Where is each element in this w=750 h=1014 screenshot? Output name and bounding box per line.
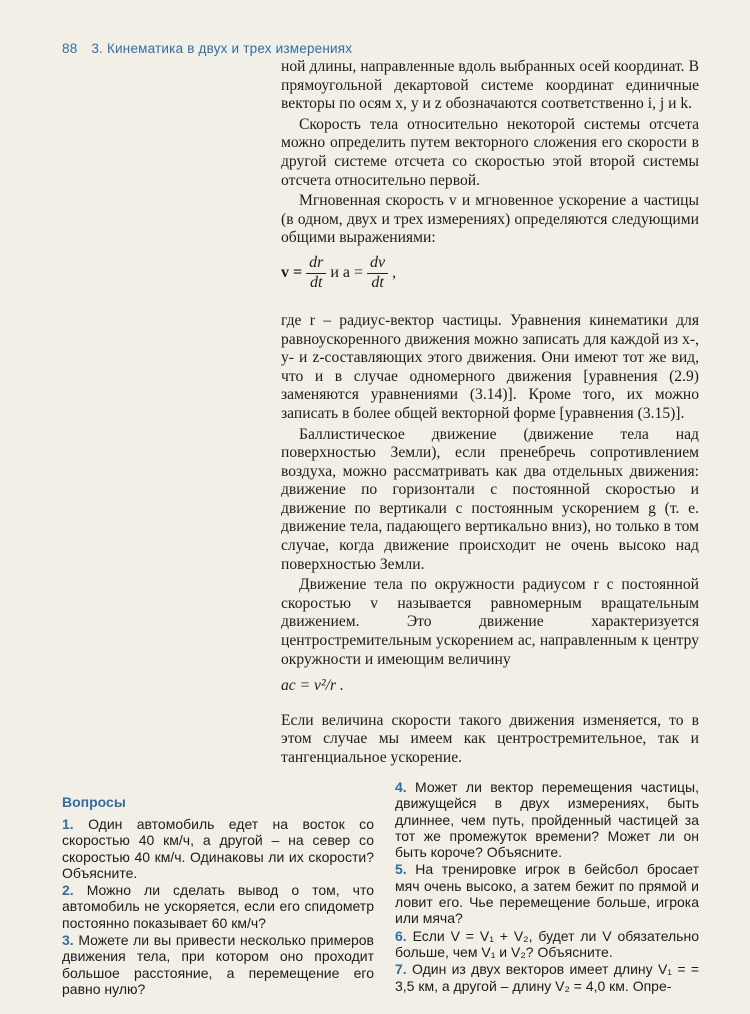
fraction-dr-dt: [306, 254, 326, 292]
questions-heading: Вопросы: [62, 794, 126, 810]
paragraph-ballistic-motion: Баллистическое движение (движение тела над поверхностью Земли), если пренебречь сопротивлением воздуха, можно рассматривать как два отдельных движения: движение по горизонтали с постоянной скоростью и движение по вертикали с постоянным ускорением g (т. е. движение тела, падающего вертикально вниз), но только в том случае, когда движение происходит не очень высоко над поверхностью Земли.: [281, 425, 699, 573]
question-item: [62, 816, 374, 881]
chapter-title: 3. Кинематика в двух и трех измерениях: [91, 41, 353, 56]
question-item: [62, 882, 374, 931]
question-text: Может ли вектор перемещения частицы, движущейся в двух измерениях, быть длиннее, чем путь, пройденный частицей за тот же промежуток времени? Может ли он быть короче? Объясните.: [395, 779, 700, 861]
fraction-denominator-dt: dt: [371, 273, 384, 291]
paragraph-instant-velocity: Мгновенная скорость v и мгновенное ускорение a частицы (в одном, двух и трех измерениях) определяются следующими общими выражениями:: [281, 192, 699, 247]
question-number: 1.: [62, 816, 74, 832]
question-text: Можно ли сделать вывод о том, что автомобиль не ускоряется, если его спидометр постоянно показывает 60 км/ч?: [62, 882, 375, 931]
question-number: 4.: [395, 779, 407, 795]
question-number: 5.: [395, 861, 407, 878]
fraction-dv-dt: [367, 254, 388, 292]
questions-right-column: [395, 779, 699, 995]
question-number: 7.: [395, 961, 407, 978]
fraction-numerator-dv: dv: [367, 254, 388, 274]
question-text: Один из двух векторов имеет длину V₁ = = 3,5 км, а другой – длину V₂ = 4,0 км. Опре-: [395, 961, 699, 994]
paragraph-tangential-acceleration: Если величина скорости такого движения изменяется, то в этом случае мы имеем как центростремительное, так и тангенциальное ускорение.: [281, 711, 699, 766]
formula-and-a-label: и a =: [330, 263, 364, 281]
paragraph-radius-vector: где r – радиус-вектор частицы. Уравнения кинематики для равноускоренного движения можно записать для каждой из x-, y- и z-составляющих этого движения. Они имеют тот же вид, что и в случае одномерного движения [уравнения (2.9) заменяются уравнениями (3.14)]. Кроме того, их можно записать в более общей векторной форме [уравнения (3.15)].: [281, 311, 699, 422]
question-item: [62, 932, 374, 997]
question-item: [395, 861, 699, 926]
formula-comma: ,: [392, 263, 397, 281]
page-number: 88: [62, 41, 78, 56]
question-item: [395, 928, 699, 961]
question-item: [395, 779, 699, 860]
question-number: 3.: [62, 932, 74, 949]
main-text-column: [281, 58, 699, 768]
formula-v-label: v =: [281, 263, 303, 281]
question-text: На тренировке игрок в бейсбол бросает мяч очень высоко, а затем бежит по прямой и ловит его. Чье перемещение больше, игрока или мяча?: [395, 861, 700, 927]
velocity-acceleration-formula: [281, 254, 699, 304]
question-text: Можете ли вы привести несколько примеров движения тела, при котором оно проходит большое расстояние, а перемещение его равно нулю?: [62, 932, 374, 997]
centripetal-acceleration-formula: aс = v²/r .: [281, 677, 344, 695]
fraction-numerator-dr: dr: [306, 254, 326, 274]
question-text: Один автомобиль едет на восток со скоростью 40 км/ч, а другой – на север со скоростью 40 км/ч. Одинаковы ли их скорости? Объясните.: [62, 816, 375, 881]
question-number: 6.: [395, 927, 407, 944]
paragraph-relative-velocity: Скорость тела относительно некоторой системы отсчета можно определить путем векторного сложения его скорости в другой системе отсчета со скоростью этой второй системы отсчета относительно первой.: [281, 115, 699, 189]
question-text: Если V = V₁ + V₂, будет ли V обязательно больше, чем V₁ и V₂? Объясните.: [395, 927, 699, 960]
page-header: [62, 41, 352, 56]
question-number: 2.: [62, 882, 74, 899]
paragraph-unit-vectors: ной длины, направленные вдоль выбранных осей координат. В прямоугольной декартовой системе координат единичные векторы по осям x, y и z обозначаются соответственно i, j и k.: [281, 58, 699, 113]
fraction-denominator-dt: dt: [310, 273, 323, 291]
paragraph-circular-motion: Движение тела по окружности радиусом r с постоянной скоростью v называется равномерным вращательным движением. Это движение характеризуется центростремительным ускорением aс, направленным к центру окружности и имеющим величину: [281, 576, 699, 668]
questions-left-column: [62, 816, 374, 998]
question-item: [395, 961, 699, 994]
